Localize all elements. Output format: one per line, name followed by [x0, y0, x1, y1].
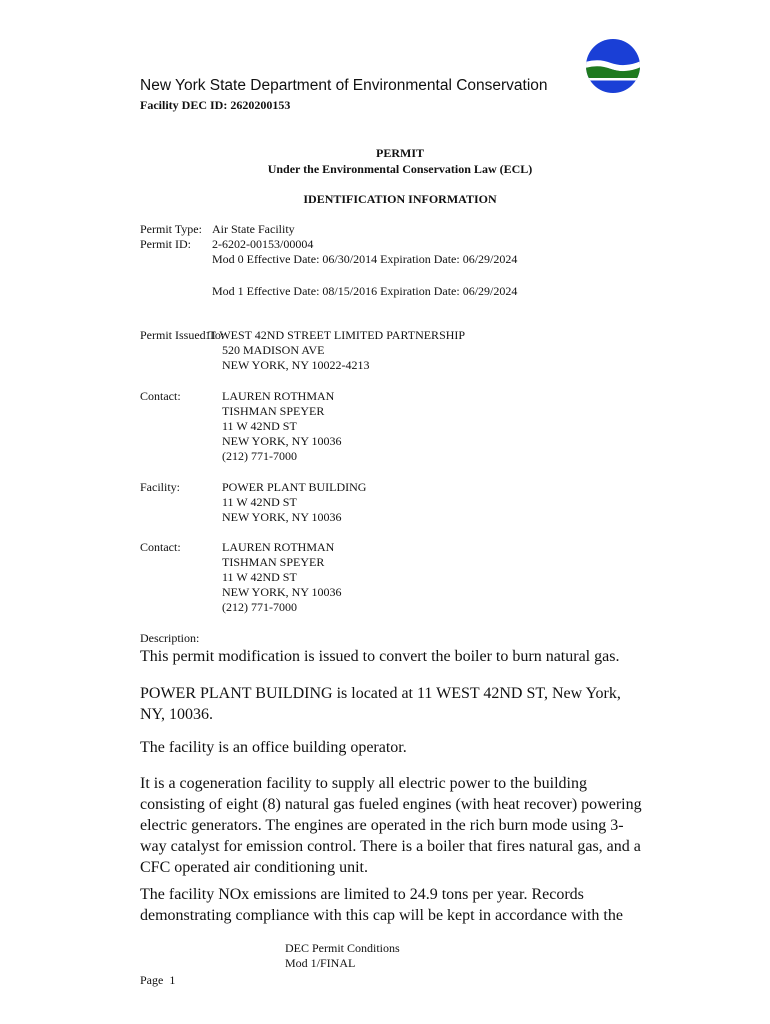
- contact-line: TISHMAN SPEYER: [222, 404, 325, 418]
- description-paragraph: The facility NOx emissions are limited to 24.9 tons per year. Records demonstrating compliance with this cap will be kept in accordance with the: [140, 886, 623, 924]
- contact-label: Contact:: [140, 389, 181, 403]
- permit-id-value: 2-6202-00153/00004: [212, 237, 314, 251]
- permit-type-value: Air State Facility: [212, 222, 295, 236]
- facility-dec-id: Facility DEC ID: 2620200153: [140, 98, 291, 112]
- issued-to-address: [205, 328, 466, 373]
- contact-line: (212) 771-7000: [222, 600, 297, 614]
- contact-line: TISHMAN SPEYER: [222, 555, 325, 569]
- contact-line: 11 W 42ND ST: [222, 419, 297, 433]
- issued-to-line: NEW YORK, NY 10022-4213: [222, 358, 370, 372]
- issued-to-line: 520 MADISON AVE: [222, 343, 325, 357]
- contact-details: [222, 540, 342, 615]
- contact-line: NEW YORK, NY 10036: [222, 434, 342, 448]
- permit-id-label: Permit ID:: [140, 237, 191, 251]
- facility-details: [222, 480, 366, 525]
- contact-line: LAUREN ROTHMAN: [222, 540, 335, 554]
- permit-type-label: Permit Type:: [140, 222, 202, 236]
- section-heading: IDENTIFICATION INFORMATION: [303, 192, 497, 206]
- permit-heading: PERMIT: [376, 146, 424, 160]
- facility-line: NEW YORK, NY 10036: [222, 510, 342, 524]
- description-label: Description:: [140, 631, 200, 645]
- contact-line: 11 W 42ND ST: [222, 570, 297, 584]
- facility-line: POWER PLANT BUILDING: [222, 480, 367, 494]
- contact-details: [222, 389, 342, 464]
- nysdec-logo-icon: [585, 38, 641, 94]
- contact-line: (212) 771-7000: [222, 449, 297, 463]
- ecl-subheading: Under the Environmental Conservation Law (ECL): [267, 162, 533, 176]
- description-paragraph: It is a cogeneration facility to supply all electric power to the building consisting of eight (8) natural gas fueled engines (with heat recover) powering electric generators. The engines are operated in the rich burn mode using 3-way catalyst for emission control. There is a boiler that fires natural gas, and a CFC operated air conditioning unit.: [140, 775, 642, 876]
- issued-to-label: Permit Issued To:: [140, 328, 225, 342]
- mod0-dates: Mod 0 Effective Date: 06/30/2014 Expiration Date: 06/29/2024: [212, 252, 518, 266]
- description-paragraph: The facility is an office building operator.: [140, 739, 407, 756]
- issued-to-line: 11 WEST 42ND STREET LIMITED PARTNERSHIP: [205, 328, 466, 342]
- page-number: Page 1: [140, 973, 176, 987]
- footer-mod: Mod 1/FINAL: [285, 956, 356, 970]
- description-paragraph: This permit modification is issued to convert the boiler to burn natural gas.: [140, 648, 620, 665]
- agency-title: New York State Department of Environmental Conservation: [140, 77, 548, 94]
- footer-conditions: DEC Permit Conditions: [285, 941, 400, 955]
- facility-label: Facility:: [140, 480, 180, 494]
- description-paragraph: POWER PLANT BUILDING is located at 11 WEST 42ND ST, New York, NY, 10036.: [140, 685, 621, 723]
- contact-line: LAUREN ROTHMAN: [222, 389, 335, 403]
- facility-line: 11 W 42ND ST: [222, 495, 297, 509]
- contact-line: NEW YORK, NY 10036: [222, 585, 342, 599]
- mod1-dates: Mod 1 Effective Date: 08/15/2016 Expiration Date: 06/29/2024: [212, 284, 518, 298]
- contact-label: Contact:: [140, 540, 181, 554]
